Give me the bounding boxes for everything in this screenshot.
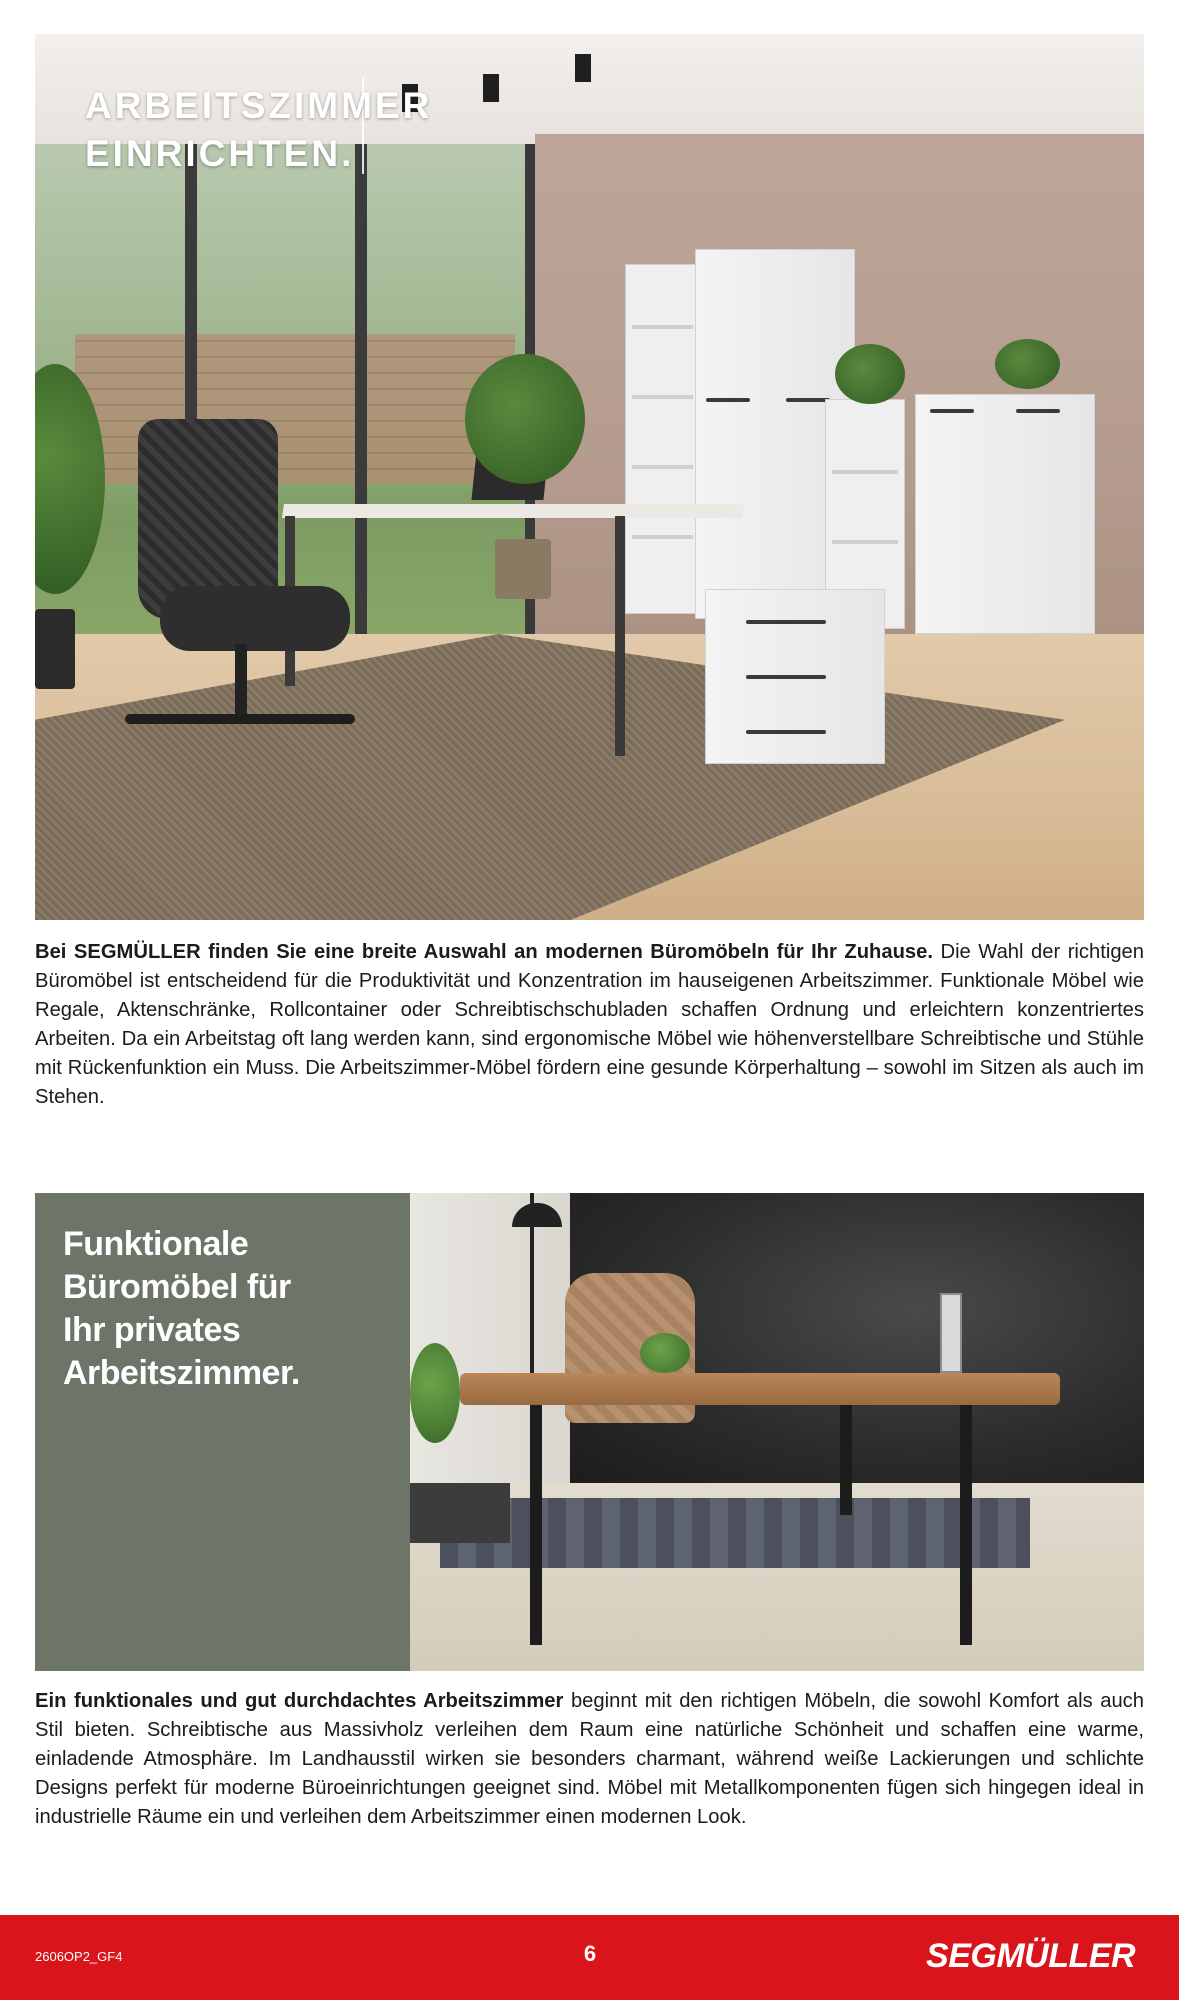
- office-chair-base: [125, 714, 355, 724]
- plant: [465, 354, 585, 484]
- footer-bar: [0, 1915, 1179, 2000]
- desk-leg: [615, 516, 625, 756]
- section-heading: [63, 1223, 393, 1395]
- section2-lead: Ein funktionales und gut durchdachtes Arbeitszimmer: [35, 1690, 564, 1712]
- desk-leg: [840, 1405, 852, 1515]
- office-chair-seat: [160, 586, 350, 651]
- plant: [410, 1343, 460, 1443]
- plant: [995, 339, 1060, 389]
- photo-rug: [440, 1498, 1030, 1568]
- desk-leg: [960, 1405, 972, 1645]
- title-line: EINRICHTEN.: [85, 133, 355, 174]
- office-photo: [410, 1193, 1144, 1671]
- section2-body: beginnt mit den richtigen Möbeln, die sowohl Komfort als auch Stil bieten. Schreibtische aus Massivholz verleihen dem Raum eine natürliche Schönheit und schaffen eine warme, einladende Atmosphäre. Im Landhausstil wirken sie besonders charmant, während weiße Lackierungen und schlichte Designs perfekt für moderne Büroeinrichtungen geeignet sind. Möbel mit Metallkomponenten fügen sich hingegen ideal in industrielle Räume ein und verleihen dem Arbeitszimmer einen modernen Look.: [35, 1690, 1144, 1828]
- footer-code: 2606OP2_GF4: [35, 1949, 123, 1964]
- photo-window-frame: [355, 144, 367, 684]
- ceiling-spot: [483, 74, 499, 102]
- plant: [835, 344, 905, 404]
- plant: [640, 1333, 690, 1373]
- office-chair-stem: [235, 644, 247, 719]
- wooden-desk: [460, 1373, 1060, 1405]
- page-number: 6: [583, 1941, 597, 1966]
- hero-photo: [35, 34, 1144, 920]
- section-heading-panel: [35, 1193, 410, 1671]
- title-line: ARBEITSZIMMER: [85, 85, 433, 126]
- side-table: [410, 1483, 510, 1543]
- plant-pot: [35, 609, 75, 689]
- plant-pot: [495, 539, 551, 599]
- heading-line: Funktionale: [63, 1225, 249, 1263]
- section2-paragraph: [35, 1687, 1144, 1832]
- rolling-container: [705, 589, 885, 764]
- segmueller-logo: SEGMÜLLER: [926, 1937, 1135, 1975]
- heading-line: Ihr privates: [63, 1311, 241, 1349]
- heading-line: Arbeitszimmer.: [63, 1354, 300, 1392]
- open-shelf: [625, 264, 700, 614]
- monitor: [940, 1293, 962, 1373]
- sideboard: [915, 394, 1095, 634]
- page-title: [85, 82, 432, 178]
- intro-paragraph: [35, 938, 1144, 1112]
- ceiling-spot: [575, 54, 591, 82]
- intro-body: Die Wahl der richtigen Büromöbel ist entscheidend für die Produktivität und Konzentration im hauseigenen Arbeitszimmer. Funktionale Möbel wie Regale, Aktenschränke, Rollcontainer oder Schreibtischschubladen schaffen Ordnung und erleichtern konzentriertes Arbeiten. Da ein Arbeitstag oft lang werden kann, sind ergonomische Möbel wie höhenverstellbare Schreibtische und Stühle mit Rückenfunktion ein Muss. Die Arbeitszimmer-Möbel fördern eine gesunde Körperhaltung – sowohl im Sitzen als auch im Stehen.: [35, 941, 1145, 1108]
- desk: [282, 504, 744, 518]
- desk-leg: [530, 1405, 542, 1645]
- intro-lead: Bei SEGMÜLLER finden Sie eine breite Auswahl an modernen Büromöbeln für Ihr Zuhause.: [35, 941, 933, 963]
- heading-line: Büromöbel für: [63, 1268, 291, 1306]
